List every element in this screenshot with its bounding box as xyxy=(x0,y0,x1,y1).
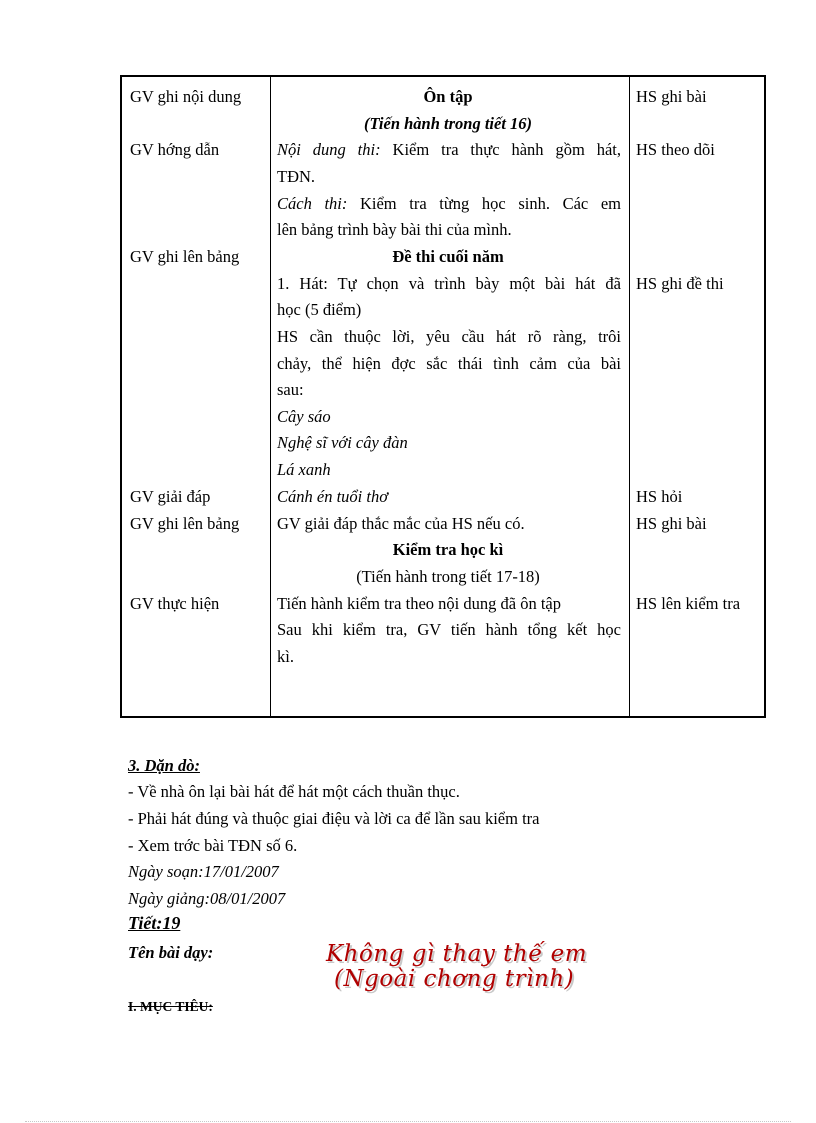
prep-date: Ngày soạn:17/01/2007 xyxy=(128,862,279,881)
section-title-review: Ôn tập xyxy=(423,87,473,106)
song-item: Cây sáo xyxy=(277,407,331,426)
teacher-activity: GV ghi lên bảng xyxy=(130,514,240,533)
teach-date: Ngày giảng:08/01/2007 xyxy=(128,889,286,908)
section-subtitle: (Tiến hành trong tiết 16) xyxy=(363,114,533,133)
content-line: HS cần thuộc lời, yêu cầu hát rõ ràng, trôi xyxy=(277,327,621,346)
teacher-activity: GV ghi lên bảng xyxy=(130,247,240,266)
lesson-title-wordart: Không gì thay thế em xyxy=(326,941,588,967)
content-text: Kiểm tra từng học sinh. Các em xyxy=(359,194,622,213)
teacher-activity: GV giải đáp xyxy=(130,487,211,506)
content-line: Sau khi kiểm tra, GV tiến hành tổng kết học xyxy=(277,620,621,639)
song-item: Lá xanh xyxy=(277,460,331,479)
homework-heading: 3. Dặn dò: xyxy=(128,756,200,775)
teacher-activity: GV ghi nội dung xyxy=(130,87,242,106)
student-activity: HS ghi bài xyxy=(636,514,707,533)
student-activity: HS lên kiểm tra xyxy=(636,594,741,613)
homework-item: - Xem trớc bài TĐN số 6. xyxy=(128,836,298,855)
student-activity: HS hỏi xyxy=(636,487,683,506)
lesson-title-wordart-subtitle: (Ngoài chơng trình) xyxy=(334,966,575,992)
content-line: học (5 điểm) xyxy=(277,300,362,319)
teacher-activity: GV thực hiện xyxy=(130,594,220,613)
content-line: kì. xyxy=(277,647,294,666)
student-activity: HS theo dõi xyxy=(636,140,715,159)
content-label: Cách thi: xyxy=(277,194,348,213)
content-line xyxy=(277,194,621,214)
content-line: Tiến hành kiểm tra theo nội dung đã ôn tập xyxy=(277,594,561,613)
content-line xyxy=(277,140,621,160)
section-subtitle: (Tiến hành trong tiết 17-18) xyxy=(356,567,540,586)
content-line: lên bảng trình bày bài thi của mình. xyxy=(277,220,512,239)
content-line: chảy, thể hiện đợc sắc thái tình cảm của bài xyxy=(277,354,621,373)
section-title-exam: Đề thi cuối năm xyxy=(392,247,504,266)
teacher-activity: GV hớng dẫn xyxy=(130,140,220,159)
song-item: Cánh én tuổi thơ xyxy=(277,487,389,506)
content-line: TĐN. xyxy=(277,167,316,186)
homework-item: - Phải hát đúng và thuộc giai điệu và lời ca để lần sau kiểm tra xyxy=(128,809,540,828)
lesson-period: Tiết:19 xyxy=(128,913,181,933)
section-title-semester-test: Kiểm tra học kì xyxy=(392,540,504,559)
student-activity: HS ghi bài xyxy=(636,87,707,106)
column-divider-2 xyxy=(629,77,630,716)
content-line: 1. Hát: Tự chọn và trình bày một bài hát đã xyxy=(277,274,621,293)
content-text: Kiểm tra thực hành gồm hát, xyxy=(392,140,621,159)
student-activity: HS ghi đề thi xyxy=(636,274,724,293)
song-item: Nghệ sĩ với cây đàn xyxy=(277,433,408,452)
lesson-title-label: Tên bài dạy: xyxy=(128,943,214,962)
homework-item: - Về nhà ôn lại bài hát để hát một cách thuần thục. xyxy=(128,782,460,801)
content-line: sau: xyxy=(277,380,304,399)
content-label: Nội dung thi: xyxy=(277,140,381,159)
objectives-heading: I. MỤC TIÊU: xyxy=(128,999,213,1014)
page-bottom-border xyxy=(25,1121,791,1122)
column-divider-1 xyxy=(270,77,271,716)
content-line: GV giải đáp thắc mắc của HS nếu có. xyxy=(277,514,525,533)
